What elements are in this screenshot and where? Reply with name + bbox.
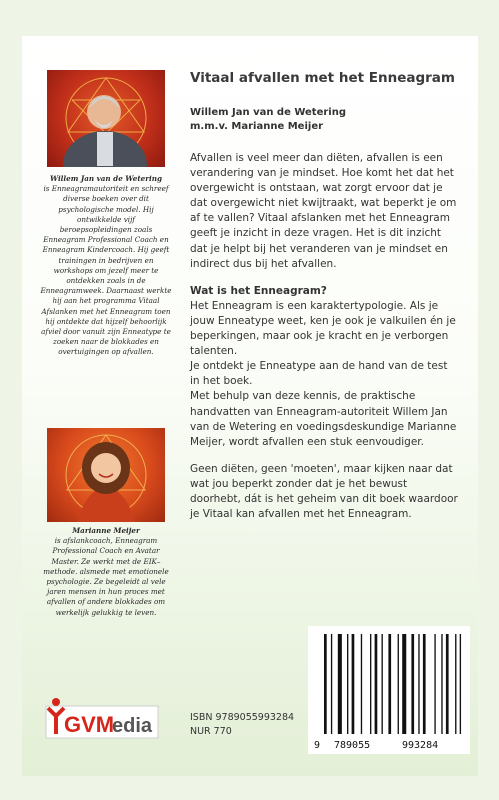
nur-line: NUR 770: [190, 726, 232, 737]
blurb-closing: Geen diëten, geen 'moeten', maar kijken naar dat wat jou beperkt zonder dat je het bewust doorhebt, dát is het geheim van dit boek waardoor je Vitaal kan afvallen met het Enneagram.: [190, 462, 458, 521]
logo-text-edia: edia: [112, 715, 153, 737]
authors: [190, 106, 346, 134]
blurb-para-2: Je ontdekt je Enneatype aan de hand van de test in het boek.: [190, 360, 448, 388]
barcode-digit-lead: 9: [314, 740, 321, 751]
author-photo-willem-graphic: [47, 70, 165, 167]
bio-marianne-text: is afslankcoach, Enneagram Professional Coach en Avatar Master. Ze werkt met de EIK–methode. alsmede met emotionele psychologie. Ze begeleidt al vele jaren mensen in hun proces met afvallen of andere blokkades om werkelijk gelukkig te leven.: [43, 536, 169, 617]
blurb-para-3: Met behulp van deze kennis, de praktische handvatten van Enneagram-autoriteit Willem Jan van de Wetering en voedingsdeskundige Marianne Meijer, wordt afvallen een stuk eenvoudiger.: [190, 390, 457, 448]
author-photo-marianne-graphic: [47, 428, 165, 522]
author-line-2: m.m.v. Marianne Meijer: [190, 121, 324, 132]
bio-willem-text: is Enneagramautoriteit en schreef diverse boeken over dit psychologische model. Hij ontwikkelde vijf beroepsopleidingen zoals Enneagram Professional Coach en Enneagram Kindercoach. Hij geeft trainingen in bedrijven en workshops om jezelf meer te ontdekken zoals in de Enneagramweek. Daarnaast werkte hij aan het programma Vitaal Afslanken met het Enneagram toen hij ontdekte dat hijzelf behoorlijk afviel door vanuit zijn Enneatype te zoeken naar de blokkades en overtuigingen op afvallen.: [40, 184, 172, 357]
bio-willem-name: Willem Jan van de Wetering: [50, 174, 162, 183]
bio-marianne-name: Marianne Meijer: [72, 526, 140, 535]
gvmedia-logo: [42, 694, 162, 742]
gvmedia-logo-graphic: [42, 694, 162, 742]
bio-marianne: [40, 526, 172, 618]
bio-willem: [40, 174, 172, 358]
barcode-digits-left: 789055: [334, 740, 371, 751]
author-photo-willem: [47, 70, 165, 167]
book-title: Vitaal afvallen met het Enneagram: [190, 70, 455, 86]
blurb-intro: Afvallen is veel meer dan diëten, afvallen is een verandering van je mindset. Hoe komt het dat het overgewicht is ontstaan, wat zorgt ervoor dat je dat overgewicht niet kwijtraakt, wat beperkt je om af te vallen? Vitaal afslanken met het Enneagram geeft je inzicht in deze vragen. Het is dit inzicht dat je helpt bij het veranderen van je mindset en indirect dus bij het afvallen.: [190, 152, 457, 270]
isbn-line: ISBN 9789055993284: [190, 712, 295, 723]
isbn-block: [190, 711, 294, 739]
author-line-1: Willem Jan van de Wetering: [190, 107, 347, 118]
barcode-digits-right: 993284: [402, 740, 439, 751]
book-back-cover: [22, 36, 478, 776]
blurb-para-1: Het Enneagram is een karaktertypologie. Als je jouw Enneatype weet, ken je ook je valkuilen én je beperkingen, maar ook je kracht en je verborgen talenten.: [190, 299, 456, 358]
barcode: [308, 626, 470, 754]
blurb: [190, 151, 458, 534]
barcode-graphic: [308, 626, 470, 754]
blurb-heading: Wat is het Enneagram?: [190, 284, 327, 297]
author-photo-marianne: [47, 428, 165, 522]
logo-text-gvm: GVM: [64, 712, 115, 737]
